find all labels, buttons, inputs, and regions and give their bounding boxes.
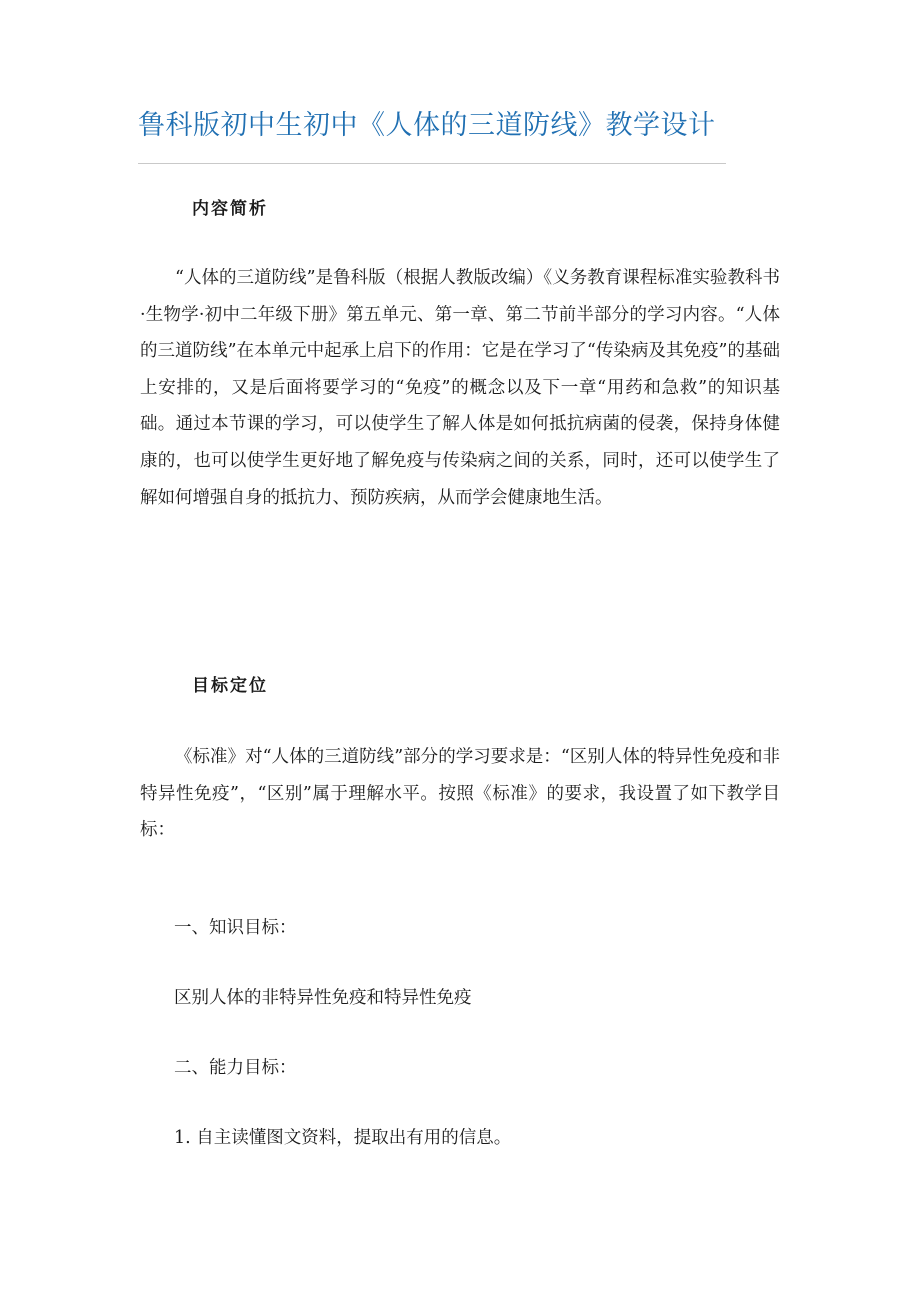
section-heading-content-analysis: 内容简析 (192, 199, 268, 219)
ability-goal-item-1: 1. 自主读懂图文资料，提取出有用的信息。 (174, 1128, 512, 1148)
knowledge-goal-label: 一、知识目标： (174, 918, 297, 938)
section-heading-goal-positioning: 目标定位 (192, 676, 268, 696)
ability-goal-label: 二、能力目标： (174, 1058, 297, 1078)
title-divider (138, 163, 726, 164)
document-title: 鲁科版初中生初中《人体的三道防线》教学设计 (138, 110, 716, 141)
paragraph-content-analysis: “人体的三道防线”是鲁科版（根据人教版改编）《义务教育课程标准实验教科书·生物学·初中二年级下册》第五单元、第一章、第二节前半部分的学习内容。“人体的三道防线”在本单元中起承上启下的作用：它是在学习了“传染病及其免疫”的基础上安排的，又是后面将要学习的“免疫”的概念以及下一章“用药和急救”的知识基础。通过本节课的学习，可以使学生了解人体是如何抵抗病菌的侵袭，保持身体健康的，也可以使学生更好地了解免疫与传染病之间的关系，同时，还可以使学生了解如何增强自身的抵抗力、预防疾病，从而学会健康地生活。 (140, 268, 780, 508)
knowledge-goal-item: 区别人体的非特异性免疫和特异性免疫 (174, 988, 472, 1008)
paragraph-goal-positioning: 《标准》对“人体的三道防线”部分的学习要求是：“区别人体的特异性免疫和非特异性免疫”，“区别”属于理解水平。按照《标准》的要求，我设置了如下教学目标： (140, 747, 780, 841)
